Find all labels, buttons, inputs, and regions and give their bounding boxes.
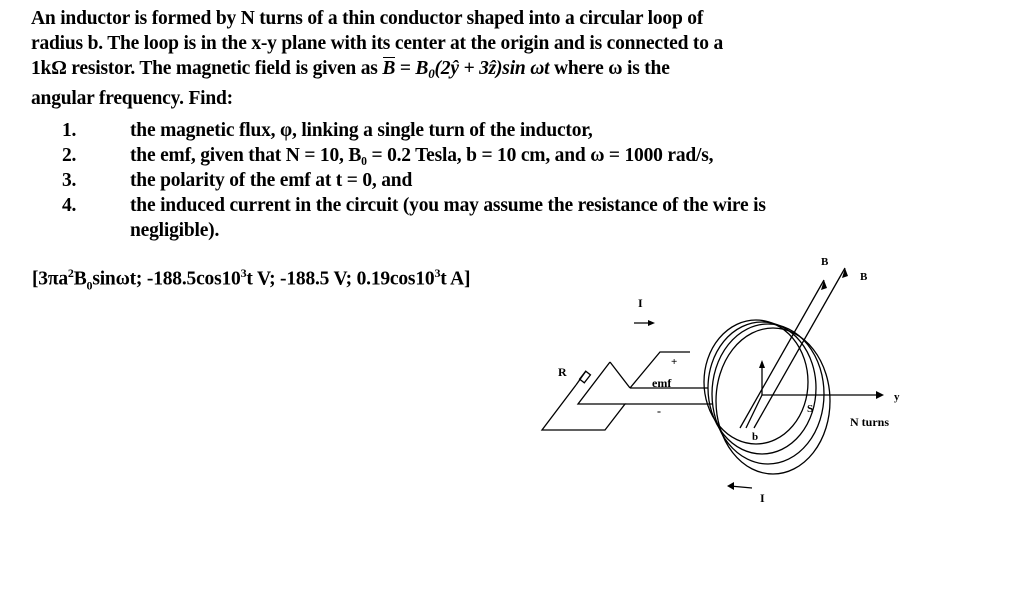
question-text: the polarity of the emf at t = 0, and [130,170,413,191]
question-number: 2. [62,145,77,166]
inductor-figure [520,250,940,520]
answer-part: [3πa [32,268,68,290]
b-field-label: B [860,271,868,283]
answer-key [32,266,470,293]
answer-sup: 3 [240,266,247,280]
question-text: the emf, given that N = 10, B₀ = 0.2 Tesla, b = 10 cm, and ω = 1000 rad/s, [130,145,714,166]
answer-part: t A] [440,268,471,290]
field-equation-sub: 0 [428,66,435,81]
circuit-wire [542,362,625,430]
question-list [62,118,782,243]
field-equation-rest: (2ŷ + 3ẑ)sin ωt [434,58,550,79]
problem-line-3 [31,56,791,86]
problem-line-4: angular frequency. Find: [31,88,233,109]
question-number: 3. [62,170,77,191]
arrowhead [876,391,884,399]
question-text: the induced current in the circuit (you may assume the resistance of the wire is negligible). [130,195,766,241]
problem-line-3-pre: 1kΩ resistor. The magnetic field is given as [31,58,383,79]
b-field-arrow [754,268,845,428]
question-number: 4. [62,195,77,216]
question-text: the magnetic flux, φ, linking a single turn of the inductor, [130,120,593,141]
plus-label: + [671,356,678,368]
inductor-diagram [520,250,940,520]
answer-part: t V; -188.5 V; 0.19cos10 [246,268,435,290]
radius-label: b [752,431,759,443]
circuit-wire [610,362,630,388]
answer-sup: 3 [434,266,441,280]
question-number: 1. [62,120,77,141]
question-item [62,118,782,143]
current-label-bottom: I [760,491,765,505]
answer-sub: 0 [86,278,93,293]
n-turns-label: N turns [850,415,890,429]
problem-statement [31,6,791,111]
field-vector-b: B [382,58,396,79]
b-field-label: B [821,256,829,268]
arrowhead [727,482,734,490]
current-label-top: I [638,296,643,310]
field-equation-mid: = B [395,58,429,79]
arrowhead [759,360,765,368]
minus-label: - [657,404,661,418]
problem-line-1: An inductor is formed by N turns of a thin conductor shaped into a circular loop of [31,8,704,29]
answer-part: sinωt; -188.5cos10 [92,268,241,290]
emf-label: emf [652,376,672,390]
surface-label: S [807,403,814,415]
problem-line-2: radius b. The loop is in the x-y plane with its center at the origin and is connected to a [31,33,723,54]
problem-line-3-post: where ω is the [549,58,670,79]
answer-part: B [73,268,87,290]
question-item [62,143,782,168]
resistor-label: R [558,365,567,379]
question-item [62,168,782,193]
resistor-symbol [580,371,591,383]
y-axis-label: y [894,391,900,403]
arrowhead [648,320,655,326]
question-item [62,193,780,243]
radius-line [746,395,762,428]
answer-sup: 2 [67,266,74,280]
